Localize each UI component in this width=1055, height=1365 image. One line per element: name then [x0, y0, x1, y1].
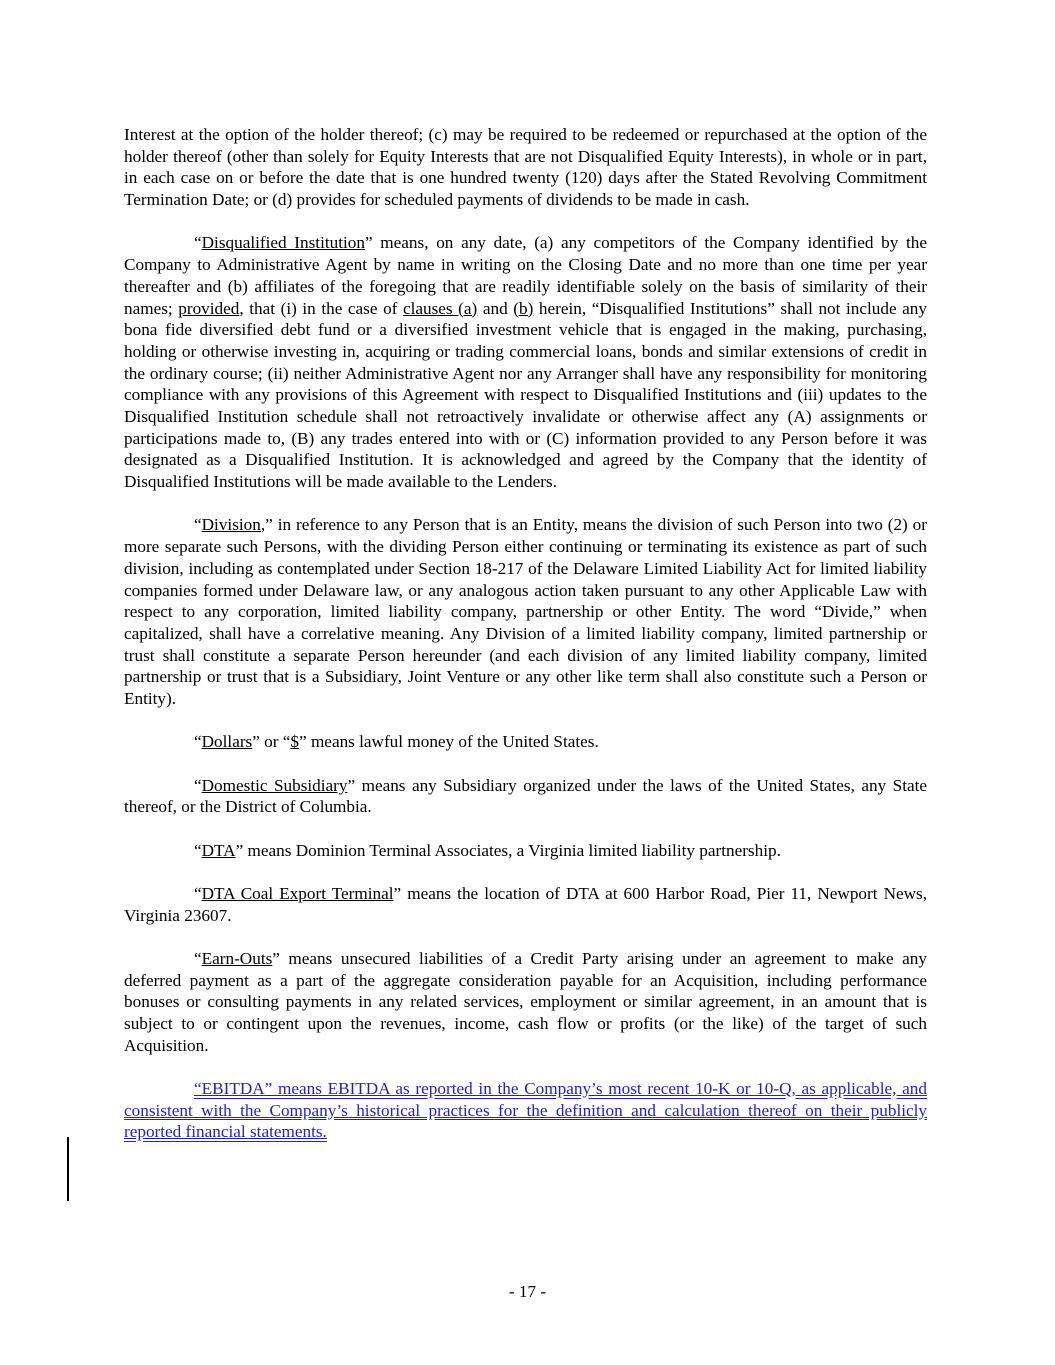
definition-dollars — [124, 731, 927, 753]
definition-dta-coal-export-terminal — [124, 883, 927, 926]
definition-text: ” means unsecured liabilities of a Credit Party arising under an agreement to make any deferred payment as a part of the aggregate consideration payable for an Acquisition, including performance bonuses or consulting payments in any related services, employment or similar agreement, in an amount that is subject to or contingent upon the revenues, income, cash flow or profits (or the like) of the target of such Acquisition. — [124, 948, 927, 1055]
defined-term: Division — [201, 515, 261, 535]
page-number: - 17 - — [508, 1282, 547, 1301]
defined-term: Disqualified Institution — [201, 233, 365, 253]
definition-text: ” means the location of DTA at 600 Harbor Road, Pier 11, Newport News, Virginia 23607. — [124, 883, 928, 925]
definition-domestic-subsidiary — [124, 775, 927, 818]
revision-change-bar — [67, 1137, 69, 1201]
defined-term: Dollars — [201, 732, 253, 752]
defined-term: DTA — [201, 840, 236, 860]
quote-open: “ — [194, 775, 202, 795]
quote-open: “ — [194, 883, 202, 903]
definition-text: ” means, on any date, (a) any competitors of the Company identified by the Company to Administrative Agent by name in writing on the Closing Date and no more than one time per year thereafter and (b) affiliates of the foregoing that are readily identifiable solely on the basis of similarity of their names; — [124, 233, 927, 318]
definition-text: herein, “Disqualified Institutions” shall not include any bona fide diversified debt fund or a diversified investment vehicle that is engaged in the making, purchasing, holding or otherwise investing in, acquiring or trading commercial loans, bonds and similar extensions of credit in the ordinary course; (ii) neither Administrative Agent nor any Arranger shall have any responsibility for monitoring compliance with any provisions of this Agreement with respect to Disqualified Institutions and (iii) updates to the Disqualified Institution schedule shall not retroactively invalidate or otherwise affect any (A) assignments or participations made to, (B) any trades entered into with or (C) information provided to any Person before it was designated as a Disqualified Institution. It is acknowledged and agreed by the Company that the identity of Disqualified Institutions will be made available to the Lenders. — [124, 298, 927, 492]
definition-dta — [124, 840, 927, 862]
quote-open: “ — [194, 732, 202, 752]
definition-ebitda-revision: “EBITDA” means EBITDA as reported in the Company’s most recent 10-K or 10-Q, as applicable, and consistent with the Company’s historical practices for the definition and calculation thereof on their publicly reported financial statements. — [124, 1079, 927, 1142]
defined-term: $ — [290, 732, 300, 752]
defined-term: Domestic Subsidiary — [201, 775, 348, 795]
definition-division — [124, 514, 927, 709]
paragraph-continuation: Interest at the option of the holder thereof; (c) may be required to be redeemed or repurchased at the option of the holder thereof (other than solely for Equity Interests that are not Disqualified Equity Interests), in whole or in part, in each case on or before the date that is one hundred twenty (120) days after the Stated Revolving Commitment Termination Date; or (d) provides for scheduled payments of dividends to be made in cash. — [124, 125, 927, 210]
definition-text: and — [477, 298, 514, 318]
provided-term: provided — [178, 298, 240, 318]
document-body — [124, 124, 927, 1165]
definition-earn-outs — [124, 948, 927, 1057]
definition-text: , that (i) in the case of — [239, 298, 403, 318]
definition-text: ” means lawful money of the United States. — [299, 732, 599, 752]
defined-term: Earn-Outs — [201, 948, 273, 968]
definition-text: ,” in reference to any Person that is an Entity, means the division of such Person into two (2) or more separate such Persons, with the dividing Person either continuing or terminating its existence as part of such division, including as contemplated under Section 18-217 of the Delaware Limited Liability Act for limited liability companies formed under Delaware law, or any analogous action taken pursuant to any other Applicable Law with respect to any corporation, limited liability company, partnership or other Entity. The word “Divide,” when capitalized, shall have a correlative meaning. Any Division of a limited liability company, limited partnership or trust shall constitute a separate Person hereunder (and each division of any limited liability company, limited partnership or trust that is a Subsidiary, Joint Venture or any other like term shall also constitute such a Person or Entity). — [124, 515, 927, 709]
defined-term: DTA Coal Export Terminal — [201, 883, 394, 903]
clause-reference: clauses (a) — [402, 298, 478, 318]
definition-disqualified-institution — [124, 232, 927, 492]
quote-open: “ — [194, 233, 202, 253]
clause-reference: (b) — [513, 298, 534, 318]
definition-text: ” or “ — [252, 732, 291, 752]
quote-open: “ — [194, 515, 202, 535]
definition-text: ” means any Subsidiary organized under the laws of the United States, any State thereof, or the District of Columbia. — [124, 775, 927, 817]
quote-open: “ — [194, 948, 202, 968]
quote-open: “ — [194, 840, 202, 860]
definition-text: ” means Dominion Terminal Associates, a Virginia limited liability partnership. — [235, 840, 781, 860]
